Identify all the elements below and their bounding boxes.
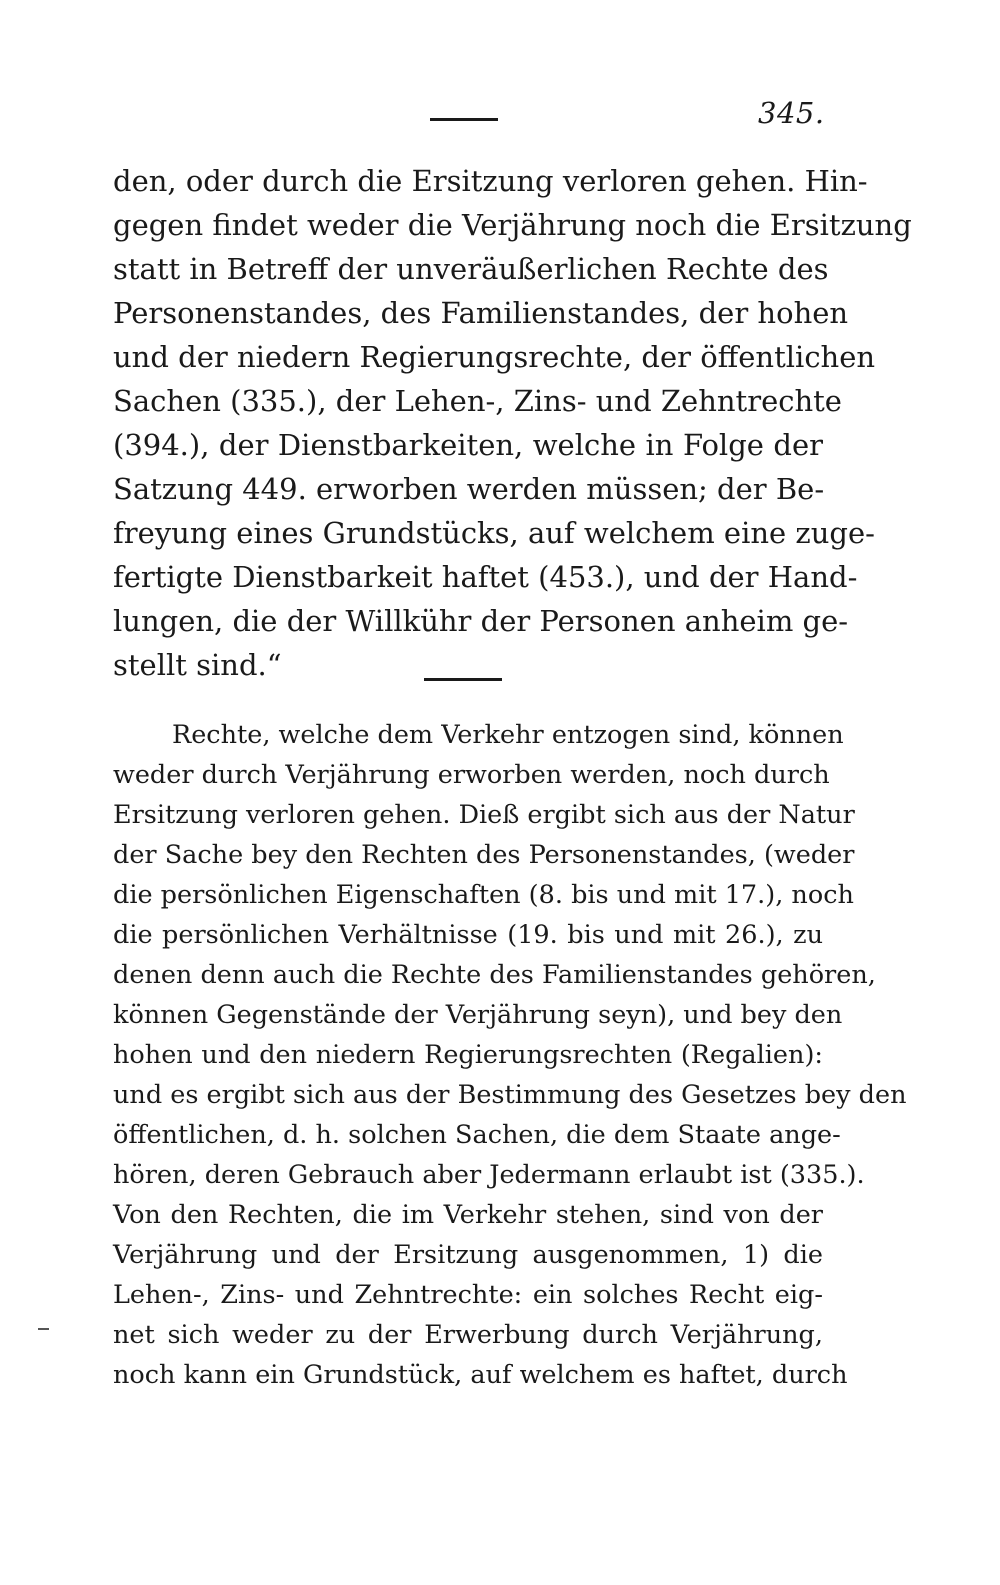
text-line: öffentlichen, d. h. solchen Sachen, die dem Staate ange- [113, 1120, 841, 1150]
text-line: gegen findet weder die Verjährung noch die Ersitzung [113, 208, 912, 242]
margin-mark [38, 1328, 49, 1330]
text-line: Rechte, welche dem Verkehr entzogen sind, können [172, 720, 844, 750]
text-line: Satzung 449. erworben werden müssen; der Be- [113, 472, 825, 506]
text-line: und der niedern Regierungsrechte, der öffentlichen [113, 340, 876, 374]
text-line: noch kann ein Grundstück, auf welchem es haftet, durch [113, 1360, 848, 1390]
text-line: denen denn auch die Rechte des Familienstandes gehören, [113, 960, 876, 990]
text-line: (394.), der Dienstbarkeiten, welche in Folge der [113, 428, 823, 462]
text-line: können Gegenstände der Verjährung seyn), und bey den [113, 1000, 843, 1030]
text-line: Ersitzung verloren gehen. Dieß ergibt sich aus der Natur [113, 800, 855, 830]
text-line: fertigte Dienstbarkeit haftet (453.), und der Hand- [113, 560, 858, 594]
text-line: die persönlichen Eigenschaften (8. bis und mit 17.), noch [113, 880, 854, 910]
text-line: Verjährung und der Ersitzung ausgenommen, 1) die [113, 1240, 823, 1270]
text-line: der Sache bey den Rechten des Personenstandes, (weder [113, 840, 855, 870]
text-line: lungen, die der Willkühr der Personen anheim ge- [113, 604, 849, 638]
text-line: net sich weder zu der Erwerbung durch Verjährung, [113, 1320, 823, 1350]
text-line: Von den Rechten, die im Verkehr stehen, sind von der [113, 1200, 823, 1230]
text-line: hohen und den niedern Regierungsrechten (Regalien): [113, 1040, 823, 1070]
text-line: Personenstandes, des Familienstandes, der hohen [113, 296, 849, 330]
text-line: Sachen (335.), der Lehen-, Zins- und Zehntrechte [113, 384, 842, 418]
text-line: hören, deren Gebrauch aber Jedermann erlaubt ist (335.). [113, 1160, 865, 1190]
text-line: die persönlichen Verhältnisse (19. bis und mit 26.), zu [113, 920, 823, 950]
text-line: freyung eines Grundstücks, auf welchem eine zuge- [113, 516, 875, 550]
page-number: 345. [758, 96, 825, 130]
text-line: weder durch Verjährung erworben werden, noch durch [113, 760, 830, 790]
header-rule [430, 118, 498, 121]
text-line: stellt sind.“ [113, 648, 282, 682]
text-line: und es ergibt sich aus der Bestimmung des Gesetzes bey den [113, 1080, 907, 1110]
text-line: statt in Betreff der unveräußerlichen Rechte des [113, 252, 829, 286]
section-divider-rule [424, 678, 502, 681]
text-line: den, oder durch die Ersitzung verloren gehen. Hin- [113, 164, 868, 198]
text-line: Lehen-, Zins- und Zehntrechte: ein solches Recht eig- [113, 1280, 823, 1310]
